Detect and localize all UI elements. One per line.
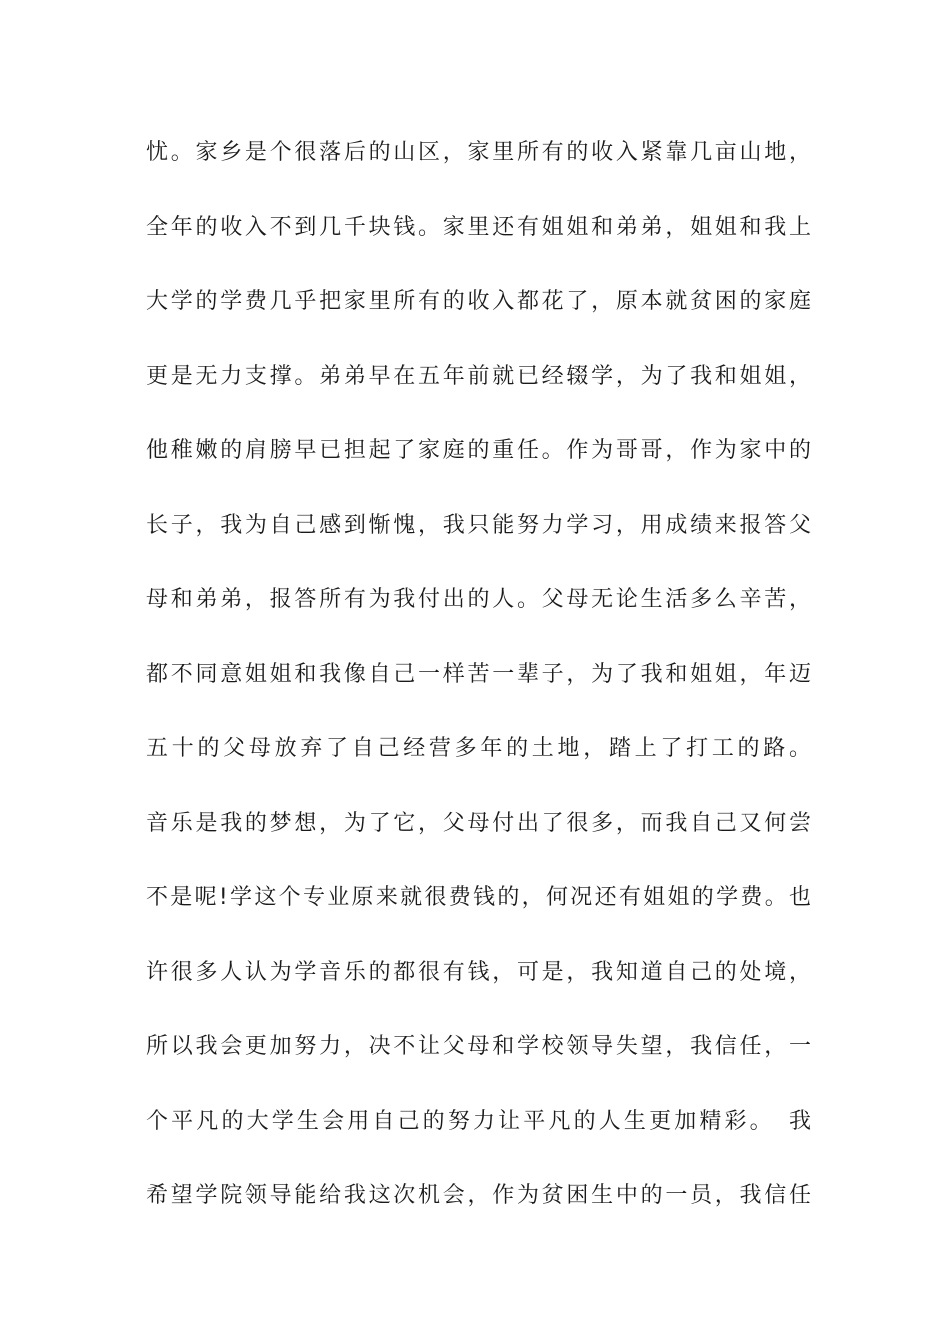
- text-line: 忧。家乡是个很落后的山区，家里所有的收入紧靠几亩山地，: [146, 140, 811, 165]
- text-line: 长子，我为自己感到惭愧，我只能努力学习，用成绩来报答父: [146, 512, 811, 538]
- text-line: 母和弟弟，报答所有为我付出的人。父母无论生活多么辛苦，: [146, 587, 811, 612]
- text-line: 音乐是我的梦想，为了它，父母付出了很多，而我自己又何尝: [146, 810, 811, 836]
- text-line: 不是呢!学这个专业原来就很费钱的，何况还有姐姐的学费。也: [146, 885, 811, 910]
- text-line: 五十的父母放弃了自己经营多年的土地，踏上了打工的路。: [146, 736, 811, 761]
- text-line: 他稚嫩的肩膀早已担起了家庭的重任。作为哥哥，作为家中的: [146, 438, 811, 463]
- body-text: [146, 130, 811, 1248]
- text-line: 希望学院领导能给我这次机会，作为贫困生中的一员，我信任: [146, 1183, 811, 1208]
- text-line: 大学的学费几乎把家里所有的收入都花了，原本就贫困的家庭: [146, 289, 811, 314]
- text-line: 更是无力支撑。弟弟早在五年前就已经辍学，为了我和姐姐，: [146, 363, 811, 389]
- text-line: 所以我会更加努力，决不让父母和学校领导失望，我信任，一: [146, 1034, 811, 1059]
- text-line: 个平凡的大学生会用自己的努力让平凡的人生更加精彩。 我: [146, 1108, 811, 1134]
- text-line: 全年的收入不到几千块钱。家里还有姐姐和弟弟，姐姐和我上: [146, 214, 811, 240]
- text-line: 许很多人认为学音乐的都很有钱，可是，我知道自己的处境，: [146, 959, 811, 985]
- text-line: 都不同意姐姐和我像自己一样苦一辈子，为了我和姐姐，年迈: [146, 661, 811, 687]
